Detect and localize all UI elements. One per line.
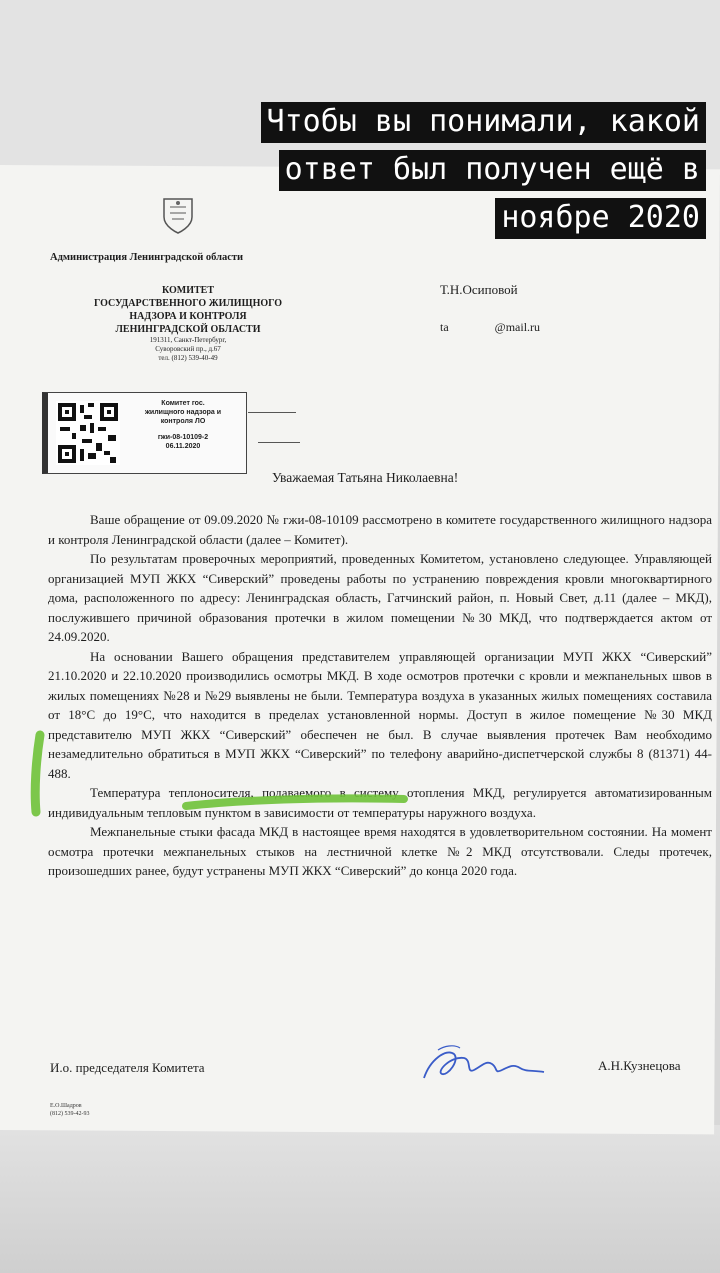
signer-name: А.Н.Кузнецова: [598, 1058, 681, 1073]
recipient-email-domain: @mail.ru: [494, 320, 541, 334]
committee-phone: тел. (812) 539-40-49: [158, 354, 218, 362]
executor-phone: (812) 539-42-93: [50, 1111, 90, 1117]
committee-address: Суворовский пр., д.67: [155, 345, 221, 353]
letter-paragraph: Ваше обращение от 09.09.2020 № гжи-08-10109 рассмотрено в комитете государственного жилищного надзора и контроля Ленинградской области (далее – Комитет).: [48, 512, 712, 547]
letter-paragraph: На основании Вашего обращения представителем управляющей организации МУП ЖКХ “Сиверский” 21.10.2020 и 22.10.2020 производились осмотры МКД. В ходе осмотров протечки с кровли и межпанельных швов в жилых помещениях №28 и №29 выявлены не были. Температура воздуха в указанных жилых помещениях составила от 18°С до 19°С, что находится в пределах установленной нормы. Доступ в жилое помещение №30 МКД представителю МУП ЖКХ “Сиверский” обеспечен не был. В случае выявления протечек Вам необходимо незамедлительно обратиться в МУП ЖКХ “Сиверский” по телефону аварийно-диспетчерской службы 8 (81371) 44-488.: [48, 648, 712, 781]
committee-line: КОМИТЕТ: [161, 285, 214, 296]
recipient-email-prefix: ta: [440, 320, 449, 334]
committee-letterhead: [44, 284, 332, 363]
administration-name: Администрация Ленинградской области: [50, 252, 244, 263]
caption-line: ответ был получен ещё в: [279, 150, 706, 191]
recipient-email: [440, 320, 540, 335]
letter-body: [48, 510, 712, 881]
letter-paragraph: По результатам проверочных мероприятий, проведенных Комитетом, установлено следующее. Управляющей организацией МУП ЖКХ “Сиверский” проведены работы по устранению повреждения кровли многоквартирного дома, расположенного по адресу: Ленинградская область, Гатчинский район, п. Новый Свет, д.11 (далее – МКД), послужившего причиной образования протечки в жилом помещении №30 МКД, что подтверждается актом от 24.09.2020.: [48, 551, 712, 644]
caption-line: ноябре 2020: [495, 198, 706, 239]
greeting: Уважаемая Татьяна Николаевна!: [272, 470, 459, 485]
registration-details: [124, 399, 242, 451]
registration-org-line: Комитет гос.: [161, 400, 205, 407]
committee-line: ЛЕНИНГРАДСКОЙ ОБЛАСТИ: [115, 324, 261, 335]
registration-org-line: жилищного надзора и: [144, 409, 222, 416]
handwritten-signature: [420, 1040, 550, 1090]
story-caption: [106, 98, 706, 242]
letter-paragraph: Межпанельные стыки фасада МКД в настоящее время находятся в удовлетворительном состоянии. На момент осмотра протечки межпанельных стыков на лестничной клетке №2 МКД отсутствовали. Следы протечек, произошедших ранее, будут устранены МУП ЖКХ “Сиверский” до конца 2020 года.: [48, 824, 712, 878]
blank-line: [248, 412, 296, 413]
registration-org-line: контроля ЛО: [160, 418, 206, 425]
story-background-bottom: [0, 1125, 720, 1273]
executor-name: Е.О.Шадров: [50, 1103, 82, 1109]
letter-paragraph: Температура теплоносителя, подаваемого в систему отопления МКД, регулируется автоматизированным индивидуальным тепловым пунктом в зависимости от температуры наружного воздуха.: [48, 785, 712, 820]
executor-info: [50, 1102, 90, 1118]
signer-title: И.о. председателя Комитета: [50, 1060, 205, 1075]
registration-date: 06.11.2020: [165, 443, 201, 450]
recipient-name: Т.Н.Осиповой: [440, 282, 518, 297]
caption-line: Чтобы вы понимали, какой: [261, 102, 706, 143]
committee-line: ГОСУДАРСТВЕННОГО ЖИЛИЩНОГО: [93, 298, 283, 309]
registration-stamp: [42, 392, 247, 474]
blank-line: [258, 442, 300, 443]
registration-number: гжи-08-10109-2: [157, 434, 209, 441]
qr-code-icon: [56, 401, 120, 465]
committee-address: 191311, Санкт-Петербург,: [149, 336, 227, 344]
committee-line: НАДЗОРА И КОНТРОЛЯ: [129, 311, 247, 322]
